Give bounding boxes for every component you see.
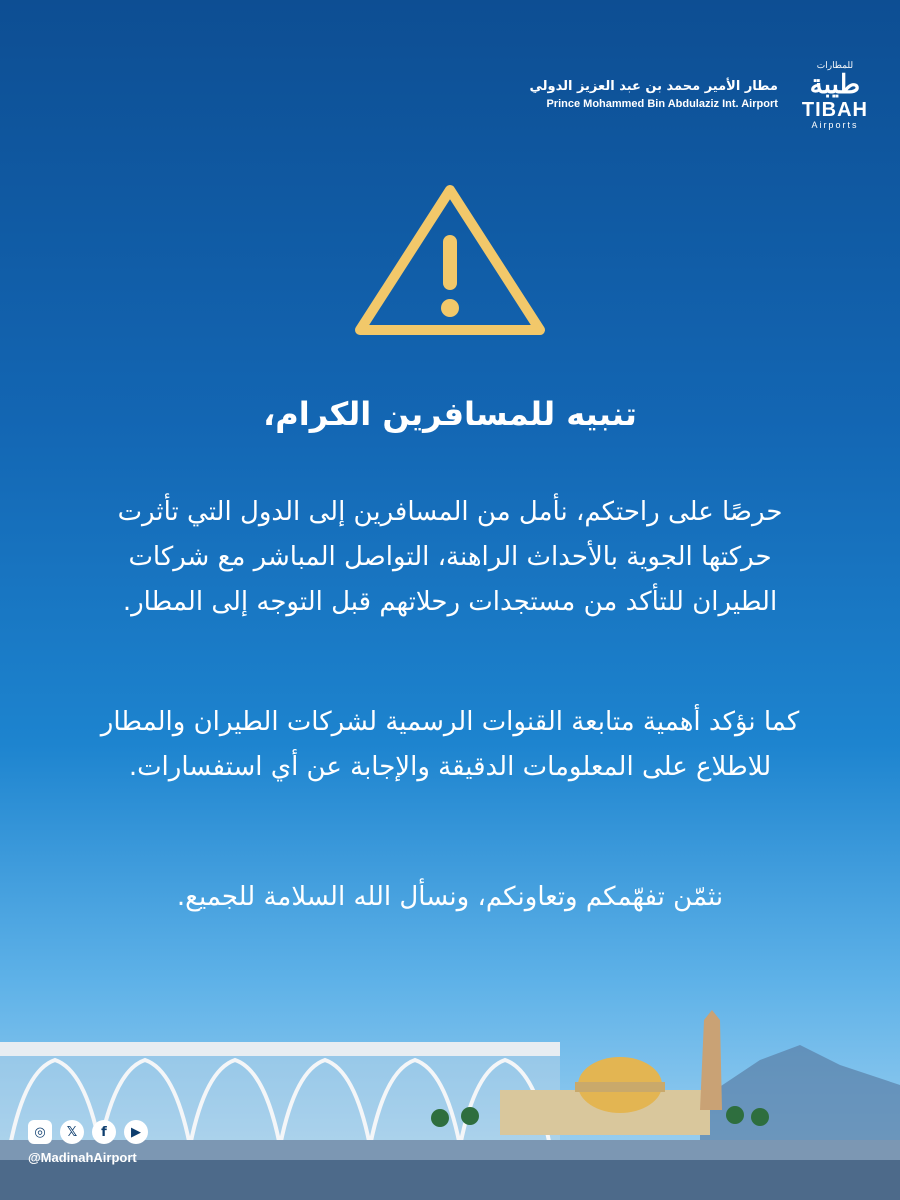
airport-name xyxy=(529,78,791,112)
notice-title: تنبيه للمسافرين الكرام، xyxy=(263,395,637,433)
airport-illustration xyxy=(0,990,900,1200)
social-footer xyxy=(28,1120,188,1165)
logo-ar-small: للمطارات xyxy=(816,60,854,70)
warning-triangle-icon xyxy=(350,180,550,340)
tibah-logo xyxy=(802,60,868,130)
notice-paragraph-2: كما نؤكد أهمية متابعة القنوات الرسمية لشركات الطيران والمطار للاطلاع على المعلومات الدقيقة والإجابة عن أي استفسارات. xyxy=(100,707,800,782)
logo-sub: Airports xyxy=(811,120,859,130)
logo-ar: طيبة xyxy=(809,70,861,100)
airport-name-en: Prince Mohammed Bin Abdulaziz Int. Airport xyxy=(546,98,778,110)
brand-header xyxy=(448,60,868,130)
facebook-icon[interactable]: f xyxy=(92,1120,116,1144)
notice-paragraph-1: حرصًا على راحتكم، نأمل من المسافرين إلى الدول التي تأثرت حركتها الجوية بالأحداث الراهنة، التواصل المباشر مع شركات الطيران للتأكد من مستجدات رحلاتهم قبل التوجه إلى المطار. xyxy=(117,497,783,617)
logo-en: TIBAH xyxy=(801,99,868,121)
social-handle[interactable]: @MadinahAirport xyxy=(28,1150,137,1165)
airport-name-ar: مطار الأمير محمد بن عبد العزيز الدولي xyxy=(529,79,778,94)
x-icon[interactable]: 𝕏 xyxy=(60,1120,84,1144)
social-icons xyxy=(28,1120,188,1144)
instagram-icon[interactable]: ◎ xyxy=(28,1120,52,1144)
youtube-icon[interactable]: ▶ xyxy=(124,1120,148,1144)
notice-paragraph-3: نثمّن تفهّمكم وتعاونكم، ونسأل الله السلامة للجميع. xyxy=(176,882,724,912)
